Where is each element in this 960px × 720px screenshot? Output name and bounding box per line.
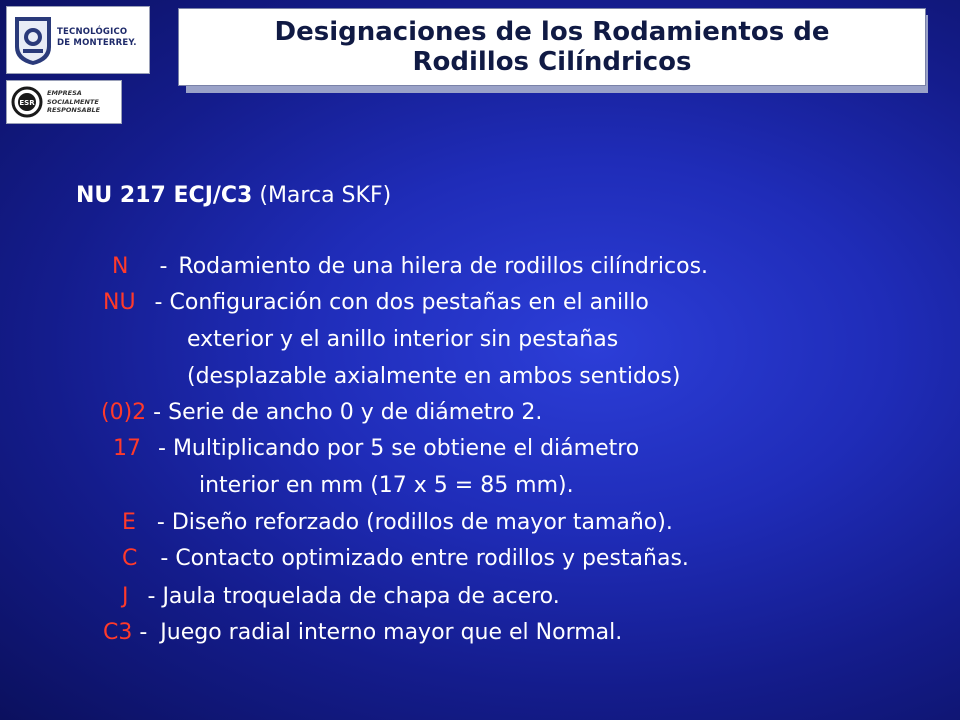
item-code: NU xyxy=(103,290,136,315)
item-code: C xyxy=(122,546,138,571)
item-text: Rodamiento de una hilera de rodillos cilíndricos. xyxy=(178,254,709,279)
tec-logo-line1: TECNOLÓGICO xyxy=(57,27,128,37)
list-item xyxy=(187,327,618,353)
item-text: exterior y el anillo interior sin pestañas xyxy=(187,327,619,352)
esr-badge-text: ESR xyxy=(19,99,35,107)
list-item xyxy=(199,473,574,499)
title-line1: Designaciones de los Rodamientos de xyxy=(274,17,830,47)
list-item xyxy=(187,364,680,390)
item-sep: - xyxy=(149,510,172,535)
item-code: C3 xyxy=(103,620,133,645)
list-item xyxy=(103,290,649,316)
item-text: Configuración con dos pestañas en el anillo xyxy=(169,290,649,315)
item-sep: - xyxy=(146,400,169,425)
item-text: interior en mm (17 x 5 = 85 mm). xyxy=(199,473,574,498)
esr-line1: EMPRESA xyxy=(47,89,82,97)
list-item xyxy=(101,400,542,426)
item-sep: - xyxy=(152,254,175,279)
designation-brand: (Marca SKF) xyxy=(252,183,392,208)
item-code: N xyxy=(112,254,129,279)
item-sep: - xyxy=(151,436,173,461)
item-text: Multiplicando por 5 se obtiene el diámetro xyxy=(172,436,640,461)
item-text: Diseño reforzado (rodillos de mayor tamaño). xyxy=(171,510,673,535)
tec-logo-line2: DE MONTERREY. xyxy=(57,38,137,48)
list-item xyxy=(122,546,689,572)
item-sep: - xyxy=(132,620,155,645)
item-sep: - xyxy=(153,546,176,571)
list-item xyxy=(113,436,639,462)
item-text: Contacto optimizado entre rodillos y pestañas. xyxy=(175,546,689,571)
item-text: Serie de ancho 0 y de diámetro 2. xyxy=(168,400,543,425)
list-item xyxy=(103,620,622,646)
bearing-designation xyxy=(76,183,391,209)
item-text: Jaula troquelada de chapa de acero. xyxy=(162,584,560,609)
list-item xyxy=(112,254,708,280)
list-item xyxy=(122,584,560,610)
item-code: E xyxy=(122,510,136,535)
item-sep: - xyxy=(140,584,163,609)
item-sep: - xyxy=(147,290,170,315)
item-code: J xyxy=(122,584,129,609)
item-text: Juego radial interno mayor que el Normal. xyxy=(160,620,623,645)
list-item xyxy=(122,510,673,536)
esr-line3: RESPONSABLE xyxy=(47,106,101,114)
item-text: (desplazable axialmente en ambos sentidos) xyxy=(187,364,681,389)
title-line2: Rodillos Cilíndricos xyxy=(412,47,692,77)
item-code: 17 xyxy=(113,436,141,461)
designation-code: NU 217 ECJ/C3 xyxy=(76,183,253,208)
item-code: (0)2 xyxy=(101,400,147,425)
esr-line2: SOCIALMENTE xyxy=(47,97,99,106)
